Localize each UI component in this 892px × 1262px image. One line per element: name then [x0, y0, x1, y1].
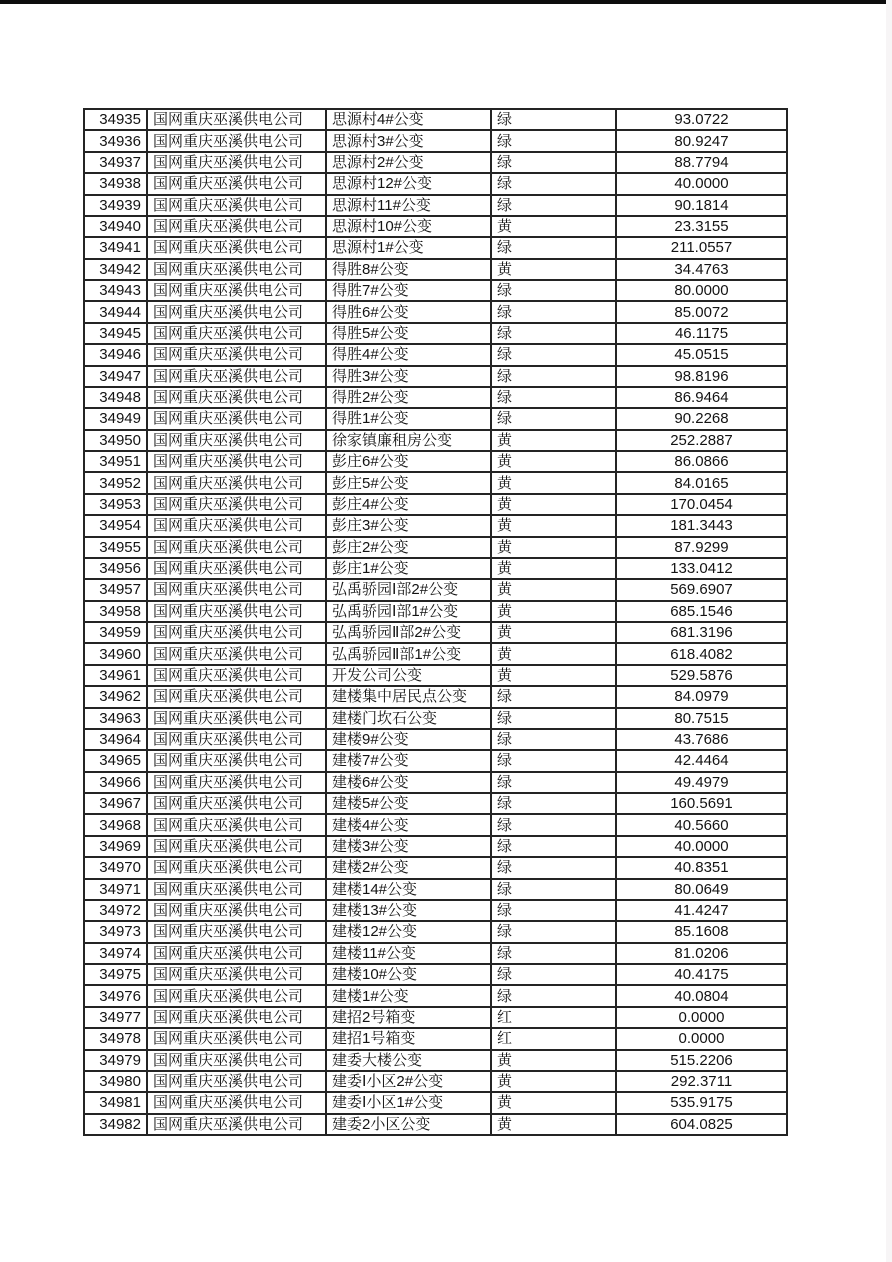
transformer-name-cell: 建招2号箱变	[326, 1007, 491, 1028]
table-row	[84, 1007, 787, 1028]
value-cell: 181.3443	[616, 515, 787, 536]
row-id-cell: 34968	[84, 814, 147, 835]
transformer-name-cell: 建楼7#公变	[326, 750, 491, 771]
company-cell: 国网重庆巫溪供电公司	[147, 494, 326, 515]
table-row	[84, 344, 787, 365]
row-id-cell: 34976	[84, 985, 147, 1006]
table-row	[84, 1050, 787, 1071]
row-id-cell: 34940	[84, 216, 147, 237]
transformer-name-cell: 得胜7#公变	[326, 280, 491, 301]
row-id-cell: 34961	[84, 665, 147, 686]
status-cell: 绿	[491, 964, 616, 985]
company-cell: 国网重庆巫溪供电公司	[147, 109, 326, 130]
row-id-cell: 34960	[84, 643, 147, 664]
table-row	[84, 537, 787, 558]
table-row	[84, 216, 787, 237]
table-row	[84, 836, 787, 857]
transformer-name-cell: 建楼门坎石公变	[326, 708, 491, 729]
table-row	[84, 152, 787, 173]
status-cell: 黄	[491, 451, 616, 472]
company-cell: 国网重庆巫溪供电公司	[147, 323, 326, 344]
table-row	[84, 857, 787, 878]
transformer-name-cell: 徐家镇廉租房公变	[326, 430, 491, 451]
value-cell: 40.4175	[616, 964, 787, 985]
value-cell: 160.5691	[616, 793, 787, 814]
transformer-name-cell: 建招1号箱变	[326, 1028, 491, 1049]
company-cell: 国网重庆巫溪供电公司	[147, 985, 326, 1006]
company-cell: 国网重庆巫溪供电公司	[147, 408, 326, 429]
table-row	[84, 259, 787, 280]
value-cell: 85.0072	[616, 301, 787, 322]
company-cell: 国网重庆巫溪供电公司	[147, 451, 326, 472]
row-id-cell: 34974	[84, 943, 147, 964]
transformer-name-cell: 弘禹骄园Ⅱ部2#公变	[326, 622, 491, 643]
value-cell: 618.4082	[616, 643, 787, 664]
status-cell: 黄	[491, 515, 616, 536]
transformer-name-cell: 思源村12#公变	[326, 173, 491, 194]
transformer-name-cell: 建楼2#公变	[326, 857, 491, 878]
company-cell: 国网重庆巫溪供电公司	[147, 1071, 326, 1092]
page-top-edge-line	[0, 0, 886, 4]
row-id-cell: 34980	[84, 1071, 147, 1092]
status-cell: 绿	[491, 772, 616, 793]
transformer-name-cell: 得胜1#公变	[326, 408, 491, 429]
transformer-name-cell: 建楼9#公变	[326, 729, 491, 750]
row-id-cell: 34949	[84, 408, 147, 429]
company-cell: 国网重庆巫溪供电公司	[147, 750, 326, 771]
company-cell: 国网重庆巫溪供电公司	[147, 259, 326, 280]
row-id-cell: 34969	[84, 836, 147, 857]
value-cell: 87.9299	[616, 537, 787, 558]
value-cell: 40.0804	[616, 985, 787, 1006]
status-cell: 绿	[491, 750, 616, 771]
table-row	[84, 601, 787, 622]
company-cell: 国网重庆巫溪供电公司	[147, 900, 326, 921]
value-cell: 211.0557	[616, 237, 787, 258]
table-row	[84, 1071, 787, 1092]
row-id-cell: 34935	[84, 109, 147, 130]
status-cell: 绿	[491, 301, 616, 322]
status-cell: 红	[491, 1007, 616, 1028]
status-cell: 黄	[491, 622, 616, 643]
value-cell: 81.0206	[616, 943, 787, 964]
value-cell: 43.7686	[616, 729, 787, 750]
company-cell: 国网重庆巫溪供电公司	[147, 173, 326, 194]
value-cell: 90.2268	[616, 408, 787, 429]
company-cell: 国网重庆巫溪供电公司	[147, 1092, 326, 1113]
status-cell: 黄	[491, 537, 616, 558]
table-row	[84, 301, 787, 322]
transformer-name-cell: 彭庄3#公变	[326, 515, 491, 536]
company-cell: 国网重庆巫溪供电公司	[147, 558, 326, 579]
table-row	[84, 964, 787, 985]
status-cell: 黄	[491, 665, 616, 686]
status-cell: 黄	[491, 216, 616, 237]
row-id-cell: 34939	[84, 195, 147, 216]
status-cell: 绿	[491, 408, 616, 429]
table-row	[84, 280, 787, 301]
company-cell: 国网重庆巫溪供电公司	[147, 921, 326, 942]
status-cell: 绿	[491, 879, 616, 900]
value-cell: 23.3155	[616, 216, 787, 237]
table-row	[84, 451, 787, 472]
row-id-cell: 34977	[84, 1007, 147, 1028]
row-id-cell: 34966	[84, 772, 147, 793]
status-cell: 绿	[491, 344, 616, 365]
transformer-name-cell: 建楼4#公变	[326, 814, 491, 835]
company-cell: 国网重庆巫溪供电公司	[147, 622, 326, 643]
row-id-cell: 34938	[84, 173, 147, 194]
transformer-name-cell: 建楼12#公变	[326, 921, 491, 942]
value-cell: 45.0515	[616, 344, 787, 365]
table-row	[84, 814, 787, 835]
value-cell: 49.4979	[616, 772, 787, 793]
row-id-cell: 34981	[84, 1092, 147, 1113]
company-cell: 国网重庆巫溪供电公司	[147, 537, 326, 558]
table-row	[84, 515, 787, 536]
value-cell: 80.0649	[616, 879, 787, 900]
table-row	[84, 879, 787, 900]
table-row	[84, 579, 787, 600]
row-id-cell: 34973	[84, 921, 147, 942]
company-cell: 国网重庆巫溪供电公司	[147, 472, 326, 493]
status-cell: 黄	[491, 494, 616, 515]
table-row	[84, 943, 787, 964]
company-cell: 国网重庆巫溪供电公司	[147, 387, 326, 408]
status-cell: 绿	[491, 985, 616, 1006]
table-row	[84, 708, 787, 729]
status-cell: 绿	[491, 366, 616, 387]
transformer-name-cell: 彭庄1#公变	[326, 558, 491, 579]
table-row	[84, 323, 787, 344]
company-cell: 国网重庆巫溪供电公司	[147, 344, 326, 365]
transformer-name-cell: 彭庄6#公变	[326, 451, 491, 472]
value-cell: 40.0000	[616, 836, 787, 857]
value-cell: 80.9247	[616, 130, 787, 151]
status-cell: 绿	[491, 387, 616, 408]
value-cell: 569.6907	[616, 579, 787, 600]
transformer-name-cell: 建楼13#公变	[326, 900, 491, 921]
status-cell: 黄	[491, 1071, 616, 1092]
company-cell: 国网重庆巫溪供电公司	[147, 601, 326, 622]
transformer-name-cell: 建楼5#公变	[326, 793, 491, 814]
transformer-name-cell: 彭庄4#公变	[326, 494, 491, 515]
transformer-name-cell: 建楼集中居民点公变	[326, 686, 491, 707]
value-cell: 80.7515	[616, 708, 787, 729]
status-cell: 绿	[491, 814, 616, 835]
status-cell: 黄	[491, 558, 616, 579]
data-table	[83, 108, 788, 1136]
status-cell: 黄	[491, 1114, 616, 1135]
value-cell: 40.8351	[616, 857, 787, 878]
table-row	[84, 900, 787, 921]
transformer-name-cell: 建委Ⅰ小区1#公变	[326, 1092, 491, 1113]
value-cell: 40.5660	[616, 814, 787, 835]
page-right-edge-shade	[886, 0, 892, 1262]
transformer-name-cell: 弘禹骄园Ⅱ部1#公变	[326, 643, 491, 664]
table-row	[84, 921, 787, 942]
transformer-name-cell: 弘禹骄园Ⅰ部2#公变	[326, 579, 491, 600]
company-cell: 国网重庆巫溪供电公司	[147, 729, 326, 750]
table-row	[84, 237, 787, 258]
status-cell: 绿	[491, 686, 616, 707]
company-cell: 国网重庆巫溪供电公司	[147, 793, 326, 814]
table-row	[84, 173, 787, 194]
transformer-name-cell: 建楼1#公变	[326, 985, 491, 1006]
value-cell: 604.0825	[616, 1114, 787, 1135]
company-cell: 国网重庆巫溪供电公司	[147, 301, 326, 322]
row-id-cell: 34959	[84, 622, 147, 643]
table-row	[84, 793, 787, 814]
value-cell: 84.0979	[616, 686, 787, 707]
row-id-cell: 34957	[84, 579, 147, 600]
status-cell: 黄	[491, 430, 616, 451]
table-row	[84, 985, 787, 1006]
row-id-cell: 34942	[84, 259, 147, 280]
table-row	[84, 195, 787, 216]
status-cell: 黄	[491, 472, 616, 493]
value-cell: 0.0000	[616, 1028, 787, 1049]
table-row	[84, 750, 787, 771]
table-row	[84, 643, 787, 664]
company-cell: 国网重庆巫溪供电公司	[147, 857, 326, 878]
company-cell: 国网重庆巫溪供电公司	[147, 879, 326, 900]
row-id-cell: 34958	[84, 601, 147, 622]
value-cell: 34.4763	[616, 259, 787, 280]
value-cell: 85.1608	[616, 921, 787, 942]
transformer-name-cell: 思源村10#公变	[326, 216, 491, 237]
table-row	[84, 622, 787, 643]
table-row	[84, 130, 787, 151]
transformer-name-cell: 思源村3#公变	[326, 130, 491, 151]
status-cell: 绿	[491, 793, 616, 814]
row-id-cell: 34970	[84, 857, 147, 878]
transformer-name-cell: 彭庄5#公变	[326, 472, 491, 493]
value-cell: 535.9175	[616, 1092, 787, 1113]
value-cell: 0.0000	[616, 1007, 787, 1028]
table-row	[84, 1092, 787, 1113]
row-id-cell: 34944	[84, 301, 147, 322]
transformer-name-cell: 得胜4#公变	[326, 344, 491, 365]
value-cell: 86.0866	[616, 451, 787, 472]
transformer-name-cell: 建楼3#公变	[326, 836, 491, 857]
row-id-cell: 34962	[84, 686, 147, 707]
row-id-cell: 34954	[84, 515, 147, 536]
transformer-name-cell: 思源村2#公变	[326, 152, 491, 173]
row-id-cell: 34972	[84, 900, 147, 921]
table-row	[84, 109, 787, 130]
transformer-name-cell: 建楼6#公变	[326, 772, 491, 793]
status-cell: 绿	[491, 836, 616, 857]
transformer-name-cell: 得胜6#公变	[326, 301, 491, 322]
row-id-cell: 34982	[84, 1114, 147, 1135]
row-id-cell: 34945	[84, 323, 147, 344]
row-id-cell: 34937	[84, 152, 147, 173]
transformer-name-cell: 得胜3#公变	[326, 366, 491, 387]
company-cell: 国网重庆巫溪供电公司	[147, 280, 326, 301]
row-id-cell: 34978	[84, 1028, 147, 1049]
transformer-name-cell: 建楼14#公变	[326, 879, 491, 900]
company-cell: 国网重庆巫溪供电公司	[147, 515, 326, 536]
row-id-cell: 34956	[84, 558, 147, 579]
value-cell: 98.8196	[616, 366, 787, 387]
row-id-cell: 34963	[84, 708, 147, 729]
status-cell: 绿	[491, 195, 616, 216]
status-cell: 绿	[491, 857, 616, 878]
row-id-cell: 34979	[84, 1050, 147, 1071]
company-cell: 国网重庆巫溪供电公司	[147, 1028, 326, 1049]
company-cell: 国网重庆巫溪供电公司	[147, 1114, 326, 1135]
status-cell: 黄	[491, 1092, 616, 1113]
transformer-name-cell: 建楼11#公变	[326, 943, 491, 964]
table-row	[84, 772, 787, 793]
table-body	[84, 109, 787, 1135]
status-cell: 绿	[491, 237, 616, 258]
transformer-name-cell: 思源村4#公变	[326, 109, 491, 130]
value-cell: 86.9464	[616, 387, 787, 408]
status-cell: 绿	[491, 130, 616, 151]
company-cell: 国网重庆巫溪供电公司	[147, 430, 326, 451]
company-cell: 国网重庆巫溪供电公司	[147, 964, 326, 985]
status-cell: 绿	[491, 708, 616, 729]
row-id-cell: 34943	[84, 280, 147, 301]
status-cell: 绿	[491, 280, 616, 301]
company-cell: 国网重庆巫溪供电公司	[147, 772, 326, 793]
company-cell: 国网重庆巫溪供电公司	[147, 643, 326, 664]
company-cell: 国网重庆巫溪供电公司	[147, 665, 326, 686]
status-cell: 黄	[491, 1050, 616, 1071]
value-cell: 685.1546	[616, 601, 787, 622]
table-row	[84, 558, 787, 579]
transformer-name-cell: 建楼10#公变	[326, 964, 491, 985]
company-cell: 国网重庆巫溪供电公司	[147, 152, 326, 173]
company-cell: 国网重庆巫溪供电公司	[147, 579, 326, 600]
row-id-cell: 34947	[84, 366, 147, 387]
company-cell: 国网重庆巫溪供电公司	[147, 943, 326, 964]
value-cell: 80.0000	[616, 280, 787, 301]
transformer-name-cell: 得胜5#公变	[326, 323, 491, 344]
transformer-name-cell: 彭庄2#公变	[326, 537, 491, 558]
company-cell: 国网重庆巫溪供电公司	[147, 708, 326, 729]
row-id-cell: 34975	[84, 964, 147, 985]
value-cell: 42.4464	[616, 750, 787, 771]
value-cell: 46.1175	[616, 323, 787, 344]
row-id-cell: 34965	[84, 750, 147, 771]
value-cell: 84.0165	[616, 472, 787, 493]
value-cell: 252.2887	[616, 430, 787, 451]
status-cell: 绿	[491, 729, 616, 750]
row-id-cell: 34952	[84, 472, 147, 493]
table-row	[84, 366, 787, 387]
value-cell: 515.2206	[616, 1050, 787, 1071]
status-cell: 绿	[491, 921, 616, 942]
row-id-cell: 34951	[84, 451, 147, 472]
row-id-cell: 34936	[84, 130, 147, 151]
status-cell: 红	[491, 1028, 616, 1049]
company-cell: 国网重庆巫溪供电公司	[147, 216, 326, 237]
value-cell: 90.1814	[616, 195, 787, 216]
table-row	[84, 472, 787, 493]
row-id-cell: 34946	[84, 344, 147, 365]
row-id-cell: 34955	[84, 537, 147, 558]
table-row	[84, 1028, 787, 1049]
transformer-name-cell: 建委2小区公变	[326, 1114, 491, 1135]
value-cell: 681.3196	[616, 622, 787, 643]
table-row	[84, 665, 787, 686]
transformer-name-cell: 建委Ⅰ小区2#公变	[326, 1071, 491, 1092]
table-row	[84, 729, 787, 750]
table-row	[84, 686, 787, 707]
status-cell: 黄	[491, 601, 616, 622]
transformer-name-cell: 弘禹骄园Ⅰ部1#公变	[326, 601, 491, 622]
value-cell: 41.4247	[616, 900, 787, 921]
status-cell: 绿	[491, 173, 616, 194]
company-cell: 国网重庆巫溪供电公司	[147, 237, 326, 258]
table-row	[84, 430, 787, 451]
value-cell: 292.3711	[616, 1071, 787, 1092]
transformer-name-cell: 建委大楼公变	[326, 1050, 491, 1071]
company-cell: 国网重庆巫溪供电公司	[147, 836, 326, 857]
status-cell: 绿	[491, 152, 616, 173]
company-cell: 国网重庆巫溪供电公司	[147, 814, 326, 835]
table-row	[84, 494, 787, 515]
status-cell: 黄	[491, 259, 616, 280]
transformer-name-cell: 开发公司公变	[326, 665, 491, 686]
status-cell: 黄	[491, 579, 616, 600]
row-id-cell: 34967	[84, 793, 147, 814]
row-id-cell: 34964	[84, 729, 147, 750]
value-cell: 133.0412	[616, 558, 787, 579]
value-cell: 40.0000	[616, 173, 787, 194]
row-id-cell: 34950	[84, 430, 147, 451]
status-cell: 绿	[491, 900, 616, 921]
transformer-name-cell: 得胜2#公变	[326, 387, 491, 408]
value-cell: 93.0722	[616, 109, 787, 130]
row-id-cell: 34953	[84, 494, 147, 515]
table-row	[84, 408, 787, 429]
row-id-cell: 34971	[84, 879, 147, 900]
value-cell: 529.5876	[616, 665, 787, 686]
row-id-cell: 34948	[84, 387, 147, 408]
status-cell: 黄	[491, 643, 616, 664]
status-cell: 绿	[491, 943, 616, 964]
status-cell: 绿	[491, 323, 616, 344]
company-cell: 国网重庆巫溪供电公司	[147, 1007, 326, 1028]
table-row	[84, 1114, 787, 1135]
value-cell: 88.7794	[616, 152, 787, 173]
transformer-name-cell: 思源村11#公变	[326, 195, 491, 216]
transformer-name-cell: 得胜8#公变	[326, 259, 491, 280]
company-cell: 国网重庆巫溪供电公司	[147, 366, 326, 387]
status-cell: 绿	[491, 109, 616, 130]
row-id-cell: 34941	[84, 237, 147, 258]
company-cell: 国网重庆巫溪供电公司	[147, 130, 326, 151]
company-cell: 国网重庆巫溪供电公司	[147, 195, 326, 216]
value-cell: 170.0454	[616, 494, 787, 515]
table-row	[84, 387, 787, 408]
transformer-name-cell: 思源村1#公变	[326, 237, 491, 258]
company-cell: 国网重庆巫溪供电公司	[147, 686, 326, 707]
company-cell: 国网重庆巫溪供电公司	[147, 1050, 326, 1071]
